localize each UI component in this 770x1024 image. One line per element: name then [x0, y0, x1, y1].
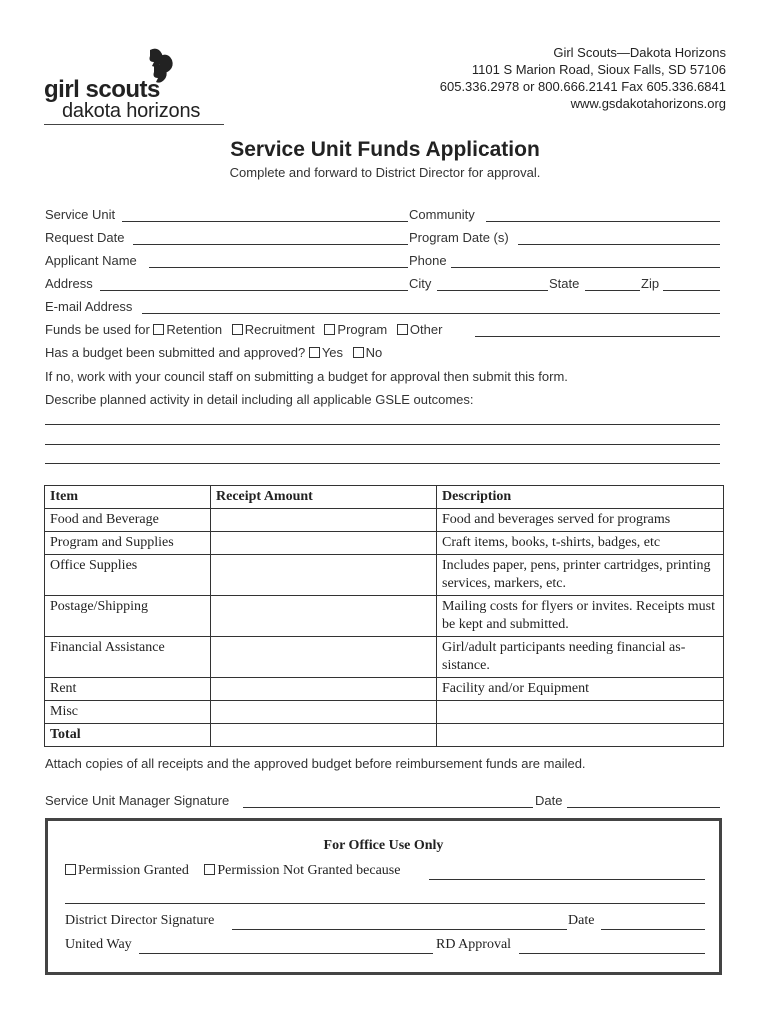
request-date-field[interactable] — [133, 244, 408, 245]
office-use-title: For Office Use Only — [323, 838, 444, 853]
description-cell — [437, 701, 724, 724]
not-granted-reason-line-2[interactable] — [65, 903, 705, 904]
email-field[interactable] — [142, 313, 720, 314]
table-row — [45, 555, 724, 596]
budget-question: Has a budget been submitted and approved? — [45, 345, 306, 360]
address-field[interactable] — [100, 290, 408, 291]
rd-approval-label: RD Approval — [436, 937, 512, 952]
total-amount-cell[interactable] — [211, 724, 437, 747]
description-cell: Food and beverages served for programs — [437, 509, 724, 532]
manager-signature-field[interactable] — [243, 807, 533, 808]
description-cell: Girl/adult participants needing financial as-sistance. — [437, 637, 724, 678]
permission-row — [65, 863, 400, 879]
permission-not-granted-checkbox[interactable] — [204, 864, 215, 875]
director-signature-label: District Director Signature — [65, 913, 215, 928]
amount-cell[interactable] — [211, 678, 437, 701]
director-signature-field[interactable] — [232, 929, 567, 930]
permission-granted-checkbox[interactable] — [65, 864, 76, 875]
council-address-block — [440, 44, 726, 112]
table-row — [45, 596, 724, 637]
service-unit-field[interactable] — [122, 221, 408, 222]
if-no-instruction: If no, work with your council staff on submitting a budget for approval then submit this form. — [45, 369, 568, 384]
united-way-field[interactable] — [139, 953, 433, 954]
funds-used-row — [45, 322, 442, 337]
director-date-field[interactable] — [601, 929, 705, 930]
budget-yes-label: Yes — [321, 345, 344, 360]
budget-question-row — [45, 345, 382, 360]
other-label: Other — [409, 322, 443, 337]
header-item: Item — [45, 486, 211, 509]
amount-cell[interactable] — [211, 637, 437, 678]
description-cell: Includes paper, pens, printer cartridges, printing services, markers, etc. — [437, 555, 724, 596]
budget-no-checkbox[interactable] — [353, 347, 364, 358]
header-description: Description — [437, 486, 724, 509]
table-header-row — [45, 486, 724, 509]
item-cell: Food and Beverage — [45, 509, 211, 532]
item-cell: Program and Supplies — [45, 532, 211, 555]
other-checkbox[interactable] — [397, 324, 408, 335]
item-cell: Rent — [45, 678, 211, 701]
manager-signature-label: Service Unit Manager Signature — [45, 793, 230, 808]
funds-used-label: Funds be used for — [45, 322, 150, 337]
zip-field[interactable] — [663, 290, 720, 291]
amount-cell[interactable] — [211, 596, 437, 637]
attach-receipts-note: Attach copies of all receipts and the approved budget before reimbursement funds are mailed. — [45, 756, 586, 771]
state-field[interactable] — [585, 290, 640, 291]
manager-date-label: Date — [535, 793, 563, 808]
table-total-row — [45, 724, 724, 747]
girl-scouts-logo — [44, 46, 244, 126]
header-receipt-amount: Receipt Amount — [211, 486, 437, 509]
recruitment-checkbox[interactable] — [232, 324, 243, 335]
amount-cell[interactable] — [211, 555, 437, 596]
request-date-label: Request Date — [45, 230, 125, 245]
phone-fax: 605.336.2978 or 800.666.2141 Fax 605.336.6841 — [439, 79, 726, 94]
org-name: Girl Scouts—Dakota Horizons — [553, 45, 726, 60]
form-subtitle: Complete and forward to District Director for approval. — [229, 165, 541, 180]
address-label: Address — [45, 276, 93, 291]
manager-date-field[interactable] — [567, 807, 720, 808]
logo-text-girl-scouts: girl scouts — [44, 76, 160, 103]
service-unit-label: Service Unit — [45, 207, 116, 222]
community-field[interactable] — [486, 221, 720, 222]
description-cell: Craft items, books, t-shirts, badges, etc — [437, 532, 724, 555]
applicant-name-field[interactable] — [149, 267, 408, 268]
other-specify-field[interactable] — [475, 336, 720, 337]
logo-text-council: dakota horizons — [62, 100, 201, 122]
program-date-label: Program Date (s) — [409, 230, 509, 245]
united-way-label: United Way — [65, 937, 132, 952]
state-label: State — [549, 276, 580, 291]
applicant-name-label: Applicant Name — [45, 253, 137, 268]
description-cell: Facility and/or Equipment — [437, 678, 724, 701]
zip-label: Zip — [641, 276, 660, 291]
program-date-field[interactable] — [518, 244, 720, 245]
item-cell: Financial Assistance — [45, 637, 211, 678]
table-row — [45, 701, 724, 724]
website: www.gsdakotahorizons.org — [570, 96, 726, 111]
description-line-1[interactable] — [45, 424, 720, 425]
item-cell: Postage/Shipping — [45, 596, 211, 637]
total-description-cell — [437, 724, 724, 747]
retention-label: Retention — [166, 322, 223, 337]
community-label: Community — [409, 207, 475, 222]
phone-field[interactable] — [451, 267, 720, 268]
amount-cell[interactable] — [211, 509, 437, 532]
office-use-box — [45, 818, 722, 975]
director-date-label: Date — [568, 913, 595, 928]
table-row — [45, 532, 724, 555]
table-row — [45, 637, 724, 678]
phone-label: Phone — [409, 253, 447, 268]
budget-yes-checkbox[interactable] — [309, 347, 320, 358]
table-row — [45, 509, 724, 532]
item-cell: Office Supplies — [45, 555, 211, 596]
recruitment-label: Recruitment — [244, 322, 315, 337]
expense-table — [44, 485, 724, 747]
program-checkbox[interactable] — [324, 324, 335, 335]
permission-not-granted-label: Permission Not Granted because — [217, 863, 401, 878]
item-cell: Misc — [45, 701, 211, 724]
rd-approval-field[interactable] — [519, 953, 705, 954]
total-label: Total — [45, 724, 211, 747]
description-line-2[interactable] — [45, 444, 720, 445]
budget-no-label: No — [365, 345, 383, 360]
retention-checkbox[interactable] — [153, 324, 164, 335]
street-address: 1101 S Marion Road, Sioux Falls, SD 57106 — [471, 62, 726, 77]
description-line-3[interactable] — [45, 463, 720, 464]
email-label: E-mail Address — [45, 299, 133, 314]
form-title: Service Unit Funds Application — [230, 138, 540, 161]
table-row — [45, 678, 724, 701]
amount-cell[interactable] — [211, 701, 437, 724]
logo-rule — [44, 124, 224, 125]
permission-granted-label: Permission Granted — [78, 863, 189, 878]
city-label: City — [409, 276, 432, 291]
amount-cell[interactable] — [211, 532, 437, 555]
not-granted-reason-field[interactable] — [429, 879, 705, 880]
city-field[interactable] — [437, 290, 548, 291]
description-cell: Mailing costs for flyers or invites. Receipts must be kept and submitted. — [437, 596, 724, 637]
program-label: Program — [337, 322, 388, 337]
describe-instruction: Describe planned activity in detail including all applicable GSLE outcomes: — [45, 392, 474, 407]
